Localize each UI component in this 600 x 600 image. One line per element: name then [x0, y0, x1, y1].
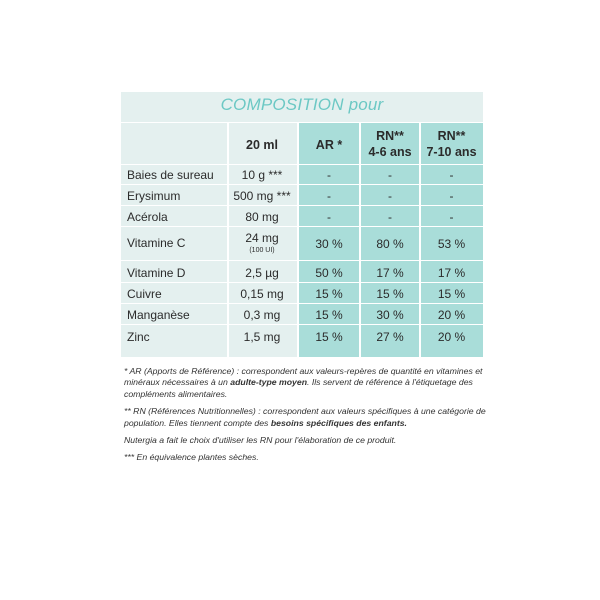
table-row-name: Baies de sureau: [127, 168, 214, 182]
row-divider: [121, 164, 483, 165]
table-row-rn710: 53 %: [437, 237, 466, 251]
footnote-ar: * AR (Apports de Référence) : correspondent aux valeurs-repères de quantité en vitamines et minéraux nécessaires à un adulte-type moyen. Ils servent de référence à l'étiquetage des compléments alimentaires.: [124, 366, 483, 399]
table-row-name: Zinc: [127, 330, 150, 344]
header-rn-4-6-line1: RN**: [376, 129, 404, 143]
table-row-quantity: 2,5 µg: [245, 266, 279, 280]
table-row-rn710: -: [449, 210, 454, 224]
table-row-ar: 15 %: [315, 330, 343, 344]
footnote-plants: *** En équivalence plantes sèches.: [124, 452, 259, 463]
table-row-quantity: 80 mg: [245, 210, 279, 224]
table-row-rn46: 15 %: [376, 287, 404, 301]
header-rn-7-10-line1: RN**: [437, 129, 466, 143]
header-ar: AR *: [315, 138, 343, 152]
footnote-nutergia: Nutergia a fait le choix d'utiliser les RN pour l'élaboration de ce produit.: [124, 435, 397, 446]
table-row-quantity: 500 mg ***: [233, 189, 291, 203]
table-row-ar: 15 %: [315, 287, 343, 301]
table-row-name: Cuivre: [127, 287, 162, 301]
table-row-rn710: 20 %: [437, 330, 466, 344]
header-quantity: 20 ml: [246, 138, 278, 152]
table-row-quantity: 24 mg: [245, 231, 279, 245]
table-row-rn710: 15 %: [437, 287, 466, 301]
composition-table: [121, 92, 483, 357]
table-row-name: Vitamine C: [127, 236, 186, 250]
table-row-rn710: -: [449, 189, 454, 203]
table-row-quantity: 0,15 mg: [240, 287, 284, 301]
row-divider: [121, 205, 483, 206]
table-row-ar: -: [327, 189, 331, 203]
table-title: COMPOSITION pour: [220, 95, 384, 114]
table-row-rn46: 30 %: [376, 308, 404, 322]
table-row-rn46: -: [388, 168, 392, 182]
table-row-rn46: -: [388, 210, 392, 224]
row-divider: [121, 260, 483, 261]
row-divider: [121, 226, 483, 227]
table-row-quantity-sub: (100 UI): [249, 247, 275, 254]
table-row-ar: -: [327, 210, 331, 224]
row-divider: [121, 122, 483, 123]
table-row-rn710: -: [449, 168, 454, 182]
table-row-quantity: 10 g ***: [241, 168, 283, 182]
table-row-rn46: -: [388, 189, 392, 203]
table-row-name: Manganèse: [127, 308, 190, 322]
table-row-rn46: 80 %: [376, 237, 404, 251]
table-row-ar: 50 %: [315, 266, 343, 280]
footnotes: [124, 366, 486, 470]
table-row-rn710: 20 %: [437, 308, 466, 322]
table-row-name: Vitamine D: [127, 266, 186, 280]
table-row-ar: -: [327, 168, 331, 182]
table-row-quantity: 1,5 mg: [243, 330, 281, 344]
header-rn-7-10-line2: 7-10 ans: [426, 145, 477, 159]
table-row-quantity: 0,3 mg: [243, 308, 281, 322]
header-rn-4-6-line2: 4-6 ans: [368, 145, 412, 159]
row-divider: [121, 324, 483, 325]
table-row-rn710: 17 %: [437, 266, 466, 280]
table-row-name: Acérola: [127, 210, 168, 224]
table-row-name: Erysimum: [127, 189, 181, 203]
footnote-rn: ** RN (Références Nutritionnelles) : correspondent aux valeurs spécifiques à une catégorie de population. Elles tiennent compte des besoins spécifiques des enfants.: [124, 406, 486, 428]
table-row-rn46: 27 %: [376, 330, 404, 344]
row-divider: [121, 282, 483, 283]
row-divider: [121, 303, 483, 304]
table-row-ar: 15 %: [315, 308, 343, 322]
table-row-ar: 30 %: [315, 237, 343, 251]
row-divider: [121, 184, 483, 185]
table-row-rn46: 17 %: [376, 266, 404, 280]
